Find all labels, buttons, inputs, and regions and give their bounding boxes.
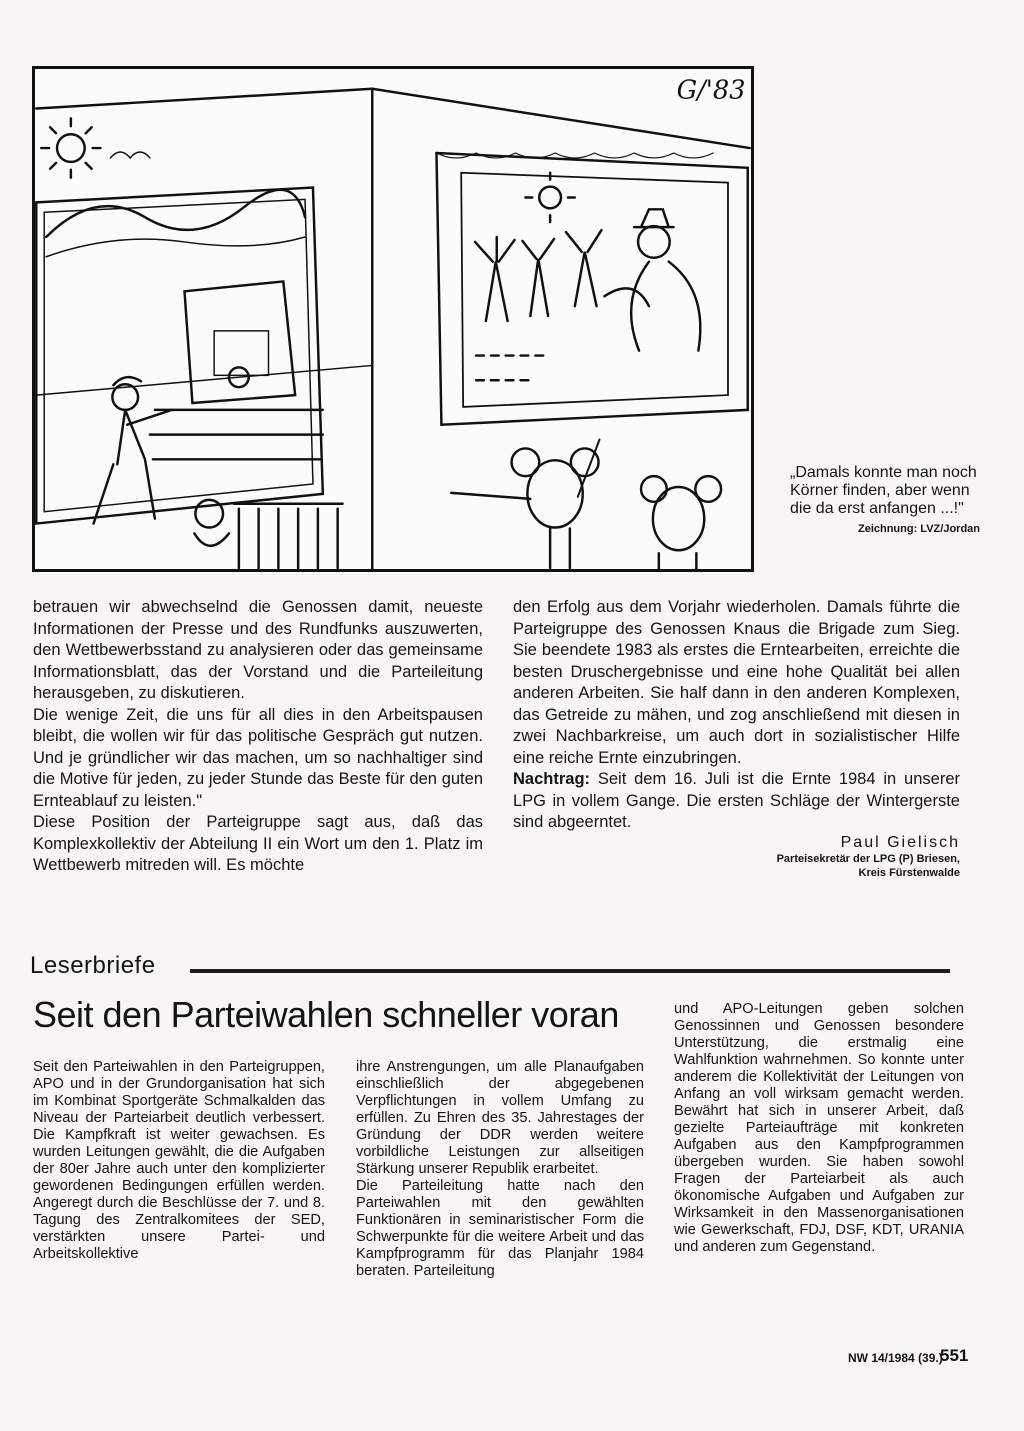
cartoon-caption-text: „Damals konnte man noch Körner finden, aber wenn die da erst anfangen ...!": [790, 464, 977, 517]
article-paragraph: Diese Position der Parteigruppe sagt aus, daß das Komplexkollektiv der Abteilung II ein Wort um den 1. Platz im Wettbewerb mitreden will. Es möchte: [33, 813, 483, 874]
letters-column-1: [33, 1059, 325, 1263]
letters-paragraph: Seit den Parteiwahlen in den Parteigruppen, APO und in der Grundorganisation hat sich im Kombinat Sportgeräte Schmalkalden das Niveau der Parteiarbeit deutlich verbessert. Die Kampfkraft ist weiter gewachsen. Es wurden Leitungen gewählt, die die Aufgaben der 80er Jahre auch unter den komplizierter gewordenen Bedingungen erfüllen werden. Angeregt durch die Beschlüsse der 7. und 8. Tagung des Zentralkomitees der SED, verstärkten unsere Partei- und Arbeitskollektive: [33, 1059, 325, 1262]
letters-headline: Seit den Parteiwahlen schneller voran: [33, 994, 619, 1035]
article-paragraph: Die wenige Zeit, die uns für all dies in den Arbeitspausen bleibt, die wollen wir für das politische Gespräch gut nutzen. Und je gründlicher wir das machen, um so nachhaltiger sind die Motive für jeden, zu jeder Stunde das Beste für den guten Ernteablauf zu leisten.": [33, 705, 483, 810]
author-block: [700, 834, 960, 880]
cartoon-credit: Zeichnung: LVZ/Jordan: [857, 523, 980, 535]
section-divider: [190, 969, 950, 973]
letters-column-2: [356, 1059, 644, 1280]
cartoon-drawing: [35, 69, 751, 569]
letters-paragraph: ihre Anstrengungen, um alle Planaufgaben einschließlich der abgegebenen Verpflichtungen in vollem Umfang zu erfüllen. Zu Ehren des 35. Jahrestages der Gründung der DDR werden weitere vorbildliche Leistungen zur allseitigen Stärkung unserer Republik erarbeitet.: [356, 1059, 644, 1177]
author-name: Paul Gielisch: [840, 834, 960, 851]
article-column-2: [513, 597, 960, 834]
letters-paragraph: und APO-Leitungen geben solchen Genossinnen und Genossen besondere Unterstützung, die erstmalig eine Wahlfunktion wahrnehmen. So konnte unter anderem die Kollektivität der Leitungen von Anfang an voll wirksam gemacht werden. Bewährt hat sich in unserer Arbeit, daß gezielte Parteiaufträge mit konkreten Aufgaben aus den Kampfprogrammen übergeben wurden. Sie haben sowohl Fragen der Parteiarbeit als auch ökonomische Aufgaben und Aufgaben zur Wirksamkeit in den Massenorganisationen wie Gewerkschaft, FDJ, DSF, KDT, URANIA und anderen zum Gegenstand.: [674, 1001, 964, 1255]
cartoon-caption: [790, 464, 980, 538]
page-number: 551: [940, 1346, 969, 1365]
letters-paragraph: Die Parteileitung hatte nach den Parteiwahlen mit den gewählten Funktionären in seminaristischer Form die Schwerpunkte für die weitere Arbeit und das Kampfprogramm für das Planjahr 1984 beraten. Parteileitung: [356, 1178, 644, 1279]
cartoon-signature: G/'83: [676, 75, 746, 106]
cartoon-illustration: [32, 66, 754, 572]
article-paragraph: den Erfolg aus dem Vorjahr wiederholen. Damals führte die Parteigruppe des Genossen Knaus die Brigade zum Sieg. Sie beendete 1983 als erstes die Erntearbeiten, erreichte die besten Druschergebnisse und eine hohe Qualität bei allen anderen Arbeiten. Sie half dann in den anderen Komplexen, das Getreide zu mähen, und zog anschließend mit diesen in zwei Nachbarkreise, um auch dort in sozialistischer Hilfe eine reiche Ernte einzubringen.: [513, 598, 960, 767]
issue-reference: NW 14/1984 (39.): [848, 1351, 943, 1365]
section-label: Leserbriefe: [30, 952, 156, 979]
author-role-line-1: Parteisekretär der LPG (P) Briesen,: [776, 853, 960, 865]
article-column-1: [33, 597, 483, 877]
letters-column-3: [674, 1001, 964, 1256]
nachtrag-paragraph: [513, 769, 960, 834]
author-role-line-2: Kreis Fürstenwalde: [858, 867, 960, 879]
article-paragraph: betrauen wir abwechselnd die Genossen damit, neueste Informationen der Presse und des Rundfunks auszuwerten, den Wettbewerbsstand zu analysieren oder das gemeinsame Informationsblatt, das der Vorstand und die Parteileitung herausgeben, zu diskutieren.: [33, 598, 483, 702]
nachtrag-text: Seit dem 16. Juli ist die Ernte 1984 in unserer LPG in vollem Gange. Die ersten Schläge der Wintergerste sind abgeerntet.: [513, 770, 960, 831]
nachtrag-label: Nachtrag:: [513, 770, 591, 788]
